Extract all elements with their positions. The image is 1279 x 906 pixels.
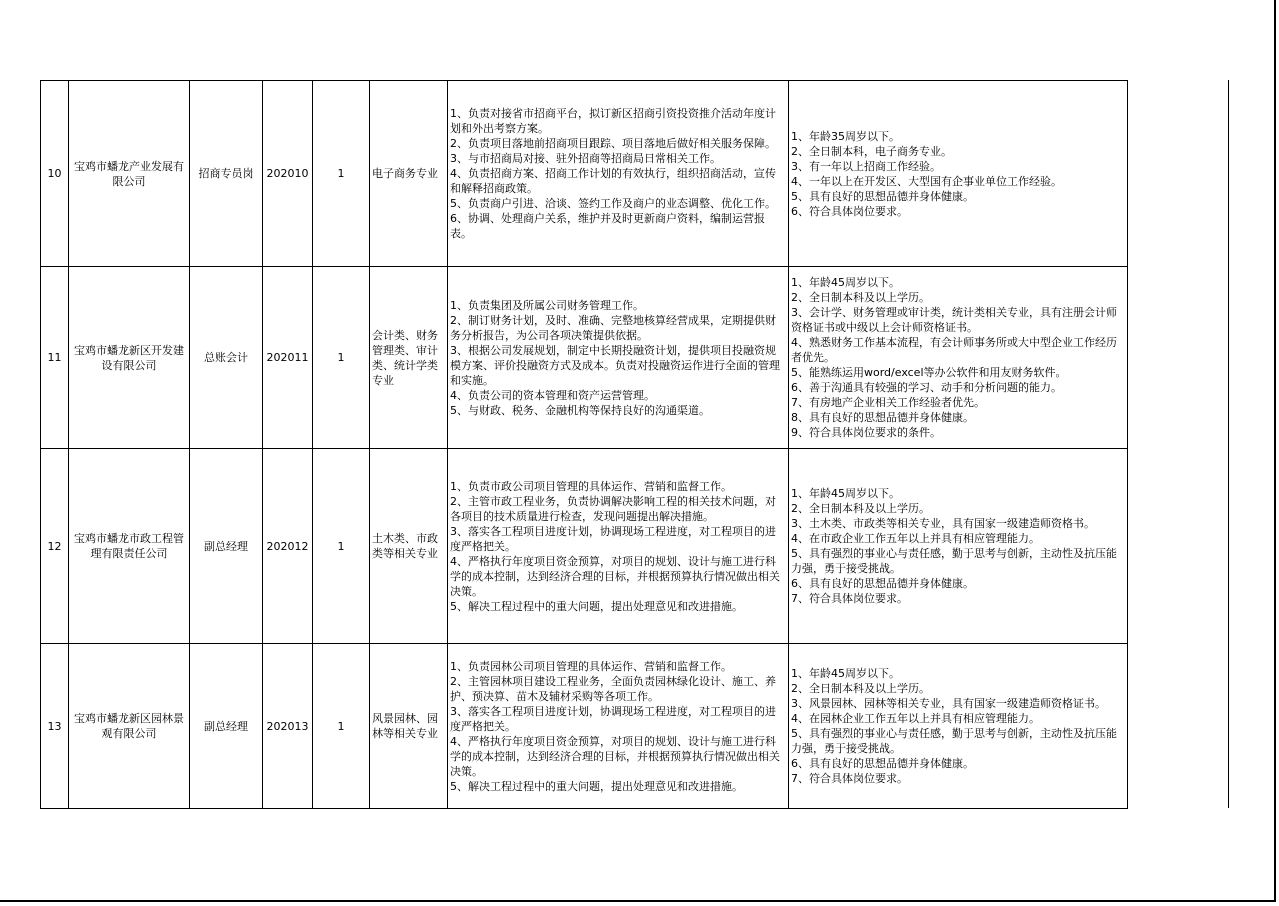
requirement-item: 6、符合具体岗位要求。 xyxy=(791,204,908,218)
requirement-item: 5、具有强烈的事业心与责任感，勤于思考与创新，主动性及抗压能力强，勇于接受挑战。 xyxy=(791,727,1117,755)
requirement-item: 7、有房地产企业相关工作经验者优先。 xyxy=(791,396,985,409)
requirement-item: 9、符合具体岗位要求的条件。 xyxy=(791,426,941,439)
job-duties xyxy=(448,449,789,644)
position-name: 总账会计 xyxy=(190,267,263,449)
requirement-item: 6、具有良好的思想品德并身体健康。 xyxy=(791,757,974,770)
requirement-item: 1、年龄35周岁以下。 xyxy=(791,129,900,143)
position-code: 202011 xyxy=(263,267,313,449)
table-row xyxy=(41,644,1128,809)
page-margin-guide xyxy=(1228,80,1229,808)
requirement-item: 5、具有良好的思想品德并身体健康。 xyxy=(791,189,974,203)
duty-item: 2、制订财务计划，及时、准确、完整地核算经营成果，定期提供财务分析报告，为公司各项决策提供依据。 xyxy=(450,313,776,342)
headcount: 1 xyxy=(313,267,370,449)
position-code: 202013 xyxy=(263,644,313,809)
requirement-item: 2、全日制本科，电子商务专业。 xyxy=(791,144,952,158)
requirement-item: 2、全日制本科及以上学历。 xyxy=(791,682,930,695)
job-requirements xyxy=(789,644,1128,809)
headcount: 1 xyxy=(313,644,370,809)
company-name: 宝鸡市蟠龙产业发展有限公司 xyxy=(69,81,190,267)
requirement-item: 4、熟悉财务工作基本流程，有会计师事务所或大中型企业工作经历者优先。 xyxy=(791,336,1117,364)
duty-item: 4、严格执行年度项目资金预算，对项目的规划、设计与施工进行科学的成本控制，达到经济合理的目标，并根据预算执行情况做出相关决策。 xyxy=(450,734,780,778)
duty-item: 4、严格执行年度项目资金预算，对项目的规划、设计与施工进行科学的成本控制，达到经济合理的目标，并根据预算执行情况做出相关决策。 xyxy=(450,554,780,598)
requirement-item: 6、善于沟通具有较强的学习、动手和分析问题的能力。 xyxy=(791,381,1062,394)
position-code: 202012 xyxy=(263,449,313,644)
position-name: 招商专员岗 xyxy=(190,81,263,267)
job-requirements xyxy=(789,81,1128,267)
requirement-item: 6、具有良好的思想品德并身体健康。 xyxy=(791,577,974,590)
requirement-item: 5、能熟练运用word/excel等办公软件和用友财务软件。 xyxy=(791,366,1067,379)
job-duties xyxy=(448,267,789,449)
requirement-item: 3、土木类、市政类等相关专业，具有国家一级建造师资格书。 xyxy=(791,517,1095,530)
position-name: 副总经理 xyxy=(190,644,263,809)
duty-item: 2、负责项目落地前招商项目跟踪、项目落地后做好相关服务保障。 xyxy=(450,137,776,150)
duty-item: 6、协调、处理商户关系，维护并及时更新商户资料，编制运营报表。 xyxy=(450,212,765,240)
row-number: 11 xyxy=(41,267,69,449)
duty-item: 4、负责公司的资本管理和资产运营管理。 xyxy=(450,388,655,402)
requirement-item: 1、年龄45周岁以下。 xyxy=(791,276,900,289)
duty-item: 3、落实各工程项目进度计划，协调现场工程进度，对工程项目的进度严格把关。 xyxy=(450,524,776,553)
duty-item: 3、与市招商局对接、驻外招商等招商局日常相关工作。 xyxy=(450,152,721,165)
duty-item: 1、负责市政公司项目管理的具体运作、营销和监督工作。 xyxy=(450,479,732,493)
job-requirements xyxy=(789,449,1128,644)
requirement-item: 3、会计学、财务管理或审计类，统计类相关专业，具有注册会计师资格证书或中级以上会计师资格证书。 xyxy=(791,306,1117,334)
table-row xyxy=(41,81,1128,267)
requirement-item: 1、年龄45周岁以下。 xyxy=(791,487,900,500)
company-name: 宝鸡市蟠龙新区开发建设有限公司 xyxy=(69,267,190,449)
table-row xyxy=(41,267,1128,449)
duty-item: 1、负责对接省市招商平台，拟订新区招商引资投资推介活动年度计划和外出考察方案。 xyxy=(450,107,776,135)
requirement-item: 2、全日制本科及以上学历。 xyxy=(791,502,930,515)
major-requirement: 土木类、市政类等相关专业 xyxy=(370,449,448,644)
requirement-item: 2、全日制本科及以上学历。 xyxy=(791,291,930,304)
row-number: 12 xyxy=(41,449,69,644)
requirement-item: 1、年龄45周岁以下。 xyxy=(791,667,900,680)
duty-item: 2、主管园林项目建设工程业务，全面负责园林绿化设计、施工、养护、预决算、苗木及辅材采购等各项工作。 xyxy=(450,674,776,703)
duty-item: 5、负责商户引进、洽谈、签约工作及商户的业态调整、优化工作。 xyxy=(450,197,776,210)
duty-item: 1、负责园林公司项目管理的具体运作、营销和监督工作。 xyxy=(450,659,732,673)
table-row xyxy=(41,449,1128,644)
row-number: 10 xyxy=(41,81,69,267)
company-name: 宝鸡市蟠龙市政工程管理有限责任公司 xyxy=(69,449,190,644)
requirement-item: 7、符合具体岗位要求。 xyxy=(791,772,908,785)
requirement-item: 3、有一年以上招商工作经验。 xyxy=(791,159,941,173)
duty-item: 5、解决工程过程中的重大问题，提出处理意见和改进措施。 xyxy=(450,779,743,793)
requirement-item: 4、一年以上在开发区、大型国有企事业单位工作经验。 xyxy=(791,174,1062,188)
requirement-item: 4、在市政企业工作五年以上并具有相应管理能力。 xyxy=(791,532,1040,545)
duty-item: 5、与财政、税务、金融机构等保持良好的沟通渠道。 xyxy=(450,403,710,417)
position-code: 202010 xyxy=(263,81,313,267)
duty-item: 4、负责招商方案、招商工作计划的有效执行，组织招商活动，宣传和解释招商政策。 xyxy=(450,167,776,195)
major-requirement: 风景园林、园林等相关专业 xyxy=(370,644,448,809)
requirement-item: 7、符合具体岗位要求。 xyxy=(791,592,908,605)
duty-item: 2、主管市政工程业务，负责协调解决影响工程的相关技术问题，对各项目的技术质量进行检查，发现问题提出解决措施。 xyxy=(450,494,776,523)
major-requirement: 会计类、财务管理类、审计类、统计学类专业 xyxy=(370,267,448,449)
requirement-item: 8、具有良好的思想品德并身体健康。 xyxy=(791,411,974,424)
row-number: 13 xyxy=(41,644,69,809)
job-duties xyxy=(448,81,789,267)
duty-item: 5、解决工程过程中的重大问题，提出处理意见和改进措施。 xyxy=(450,599,743,613)
company-name: 宝鸡市蟠龙新区园林景观有限公司 xyxy=(69,644,190,809)
requirement-item: 3、风景园林、园林等相关专业，具有国家一级建造师资格证书。 xyxy=(791,697,1106,710)
job-duties xyxy=(448,644,789,809)
requirement-item: 4、在园林企业工作五年以上并具有相应管理能力。 xyxy=(791,712,1040,725)
duty-item: 1、负责集团及所属公司财务管理工作。 xyxy=(450,298,644,312)
duty-item: 3、落实各工程项目进度计划，协调现场工程进度，对工程项目的进度严格把关。 xyxy=(450,704,776,733)
job-requirements xyxy=(789,267,1128,449)
headcount: 1 xyxy=(313,81,370,267)
job-table xyxy=(40,80,1128,809)
duty-item: 3、根据公司发展规划，制定中长期投融资计划，提供项目投融资规模方案、评价投融资方式及成本。负责对投融资运作进行全面的管理和实施。 xyxy=(450,343,780,387)
requirement-item: 5、具有强烈的事业心与责任感，勤于思考与创新，主动性及抗压能力强，勇于接受挑战。 xyxy=(791,547,1117,575)
position-name: 副总经理 xyxy=(190,449,263,644)
major-requirement: 电子商务专业 xyxy=(370,81,448,267)
headcount: 1 xyxy=(313,449,370,644)
